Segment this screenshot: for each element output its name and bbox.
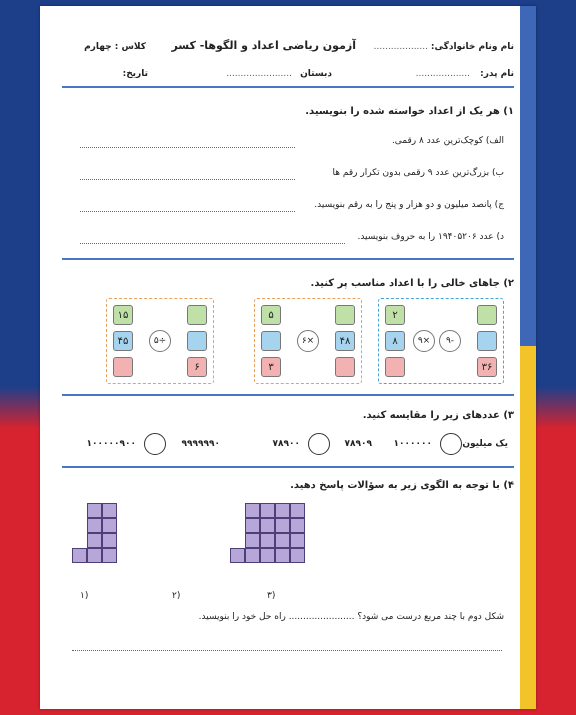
figure-label-2: (۲ — [172, 591, 181, 601]
operator-circle: -۹ — [439, 330, 461, 352]
pattern-box-3 — [106, 298, 214, 384]
grid-square — [260, 533, 275, 548]
grid-square — [87, 548, 102, 563]
compare-circle[interactable] — [144, 433, 166, 455]
number-square: ۴۸ — [335, 331, 355, 351]
answer-line[interactable] — [72, 650, 502, 651]
name-dots: ................... — [373, 42, 428, 52]
q1-item-d: د) عدد ۱۹۴۰۵۲۰۶ را به حروف بنویسید. — [357, 232, 504, 242]
number-square: ۳ — [261, 357, 281, 377]
q2-title: ۲) جاهای خالی را با اعداد مناسب پر کنید. — [310, 278, 514, 289]
grid-square — [290, 518, 305, 533]
blank-square[interactable] — [187, 305, 207, 325]
pattern-box-1 — [378, 298, 504, 384]
blank-square[interactable] — [385, 357, 405, 377]
grid-square — [102, 518, 117, 533]
grid-square — [102, 503, 117, 518]
grid-square — [102, 533, 117, 548]
grid-square — [245, 533, 260, 548]
grid-square — [260, 503, 275, 518]
compare-circle[interactable] — [308, 433, 330, 455]
compare-left-3: ۱۰۰۰۰۰۹۰۰ — [86, 439, 136, 449]
pattern-figure-3 — [230, 503, 310, 575]
number-square: ۵ — [261, 305, 281, 325]
grid-square — [275, 548, 290, 563]
blank-square[interactable] — [113, 357, 133, 377]
figure-label-1: (۱ — [80, 591, 89, 601]
blank-square[interactable] — [477, 305, 497, 325]
grid-square — [260, 518, 275, 533]
school-dots: ....................... — [226, 69, 292, 79]
grid-square — [275, 533, 290, 548]
compare-left-1: ۱۰۰۰۰۰۰ — [393, 439, 432, 449]
compare-left-2: ۷۸۹۰۰ — [272, 439, 300, 449]
blank-square[interactable] — [261, 331, 281, 351]
blank-square[interactable] — [187, 331, 207, 351]
number-square: ۸ — [385, 331, 405, 351]
divider — [62, 394, 514, 396]
worksheet-page — [40, 6, 536, 709]
school-label: دبستان — [300, 69, 332, 79]
divider — [62, 466, 514, 468]
grid-square — [275, 503, 290, 518]
grid-square — [102, 548, 117, 563]
pattern-figure-1 — [72, 503, 120, 575]
number-square: ۲ — [385, 305, 405, 325]
figure-label-3: (۳ — [267, 591, 276, 601]
grid-square — [245, 548, 260, 563]
q1-item-c: ج) پانصد میلیون و دو هزار و پنج را به رقم بنویسید. — [314, 200, 504, 210]
q3-title: ۳) عددهای زیر را مقایسه کنید. — [362, 410, 514, 421]
number-square: ۶ — [187, 357, 207, 377]
father-name-label: نام پدر: — [480, 69, 514, 79]
answer-line[interactable] — [80, 243, 345, 244]
pattern-box-2 — [254, 298, 362, 384]
divider — [62, 86, 514, 88]
worksheet-content — [62, 6, 514, 706]
grid-square — [290, 548, 305, 563]
blank-square[interactable] — [335, 305, 355, 325]
page-title: آزمون ریاضی اعداد و الگوها- کسر — [171, 39, 356, 52]
answer-line[interactable] — [80, 211, 295, 212]
operator-circle: ÷۵ — [149, 330, 171, 352]
yellow-side-stripe — [520, 346, 536, 709]
compare-circle[interactable] — [440, 433, 462, 455]
compare-right-1: یک میلیون — [462, 439, 508, 449]
grid-square — [275, 518, 290, 533]
grid-square — [245, 503, 260, 518]
divider — [62, 258, 514, 260]
operator-circle: ×۹ — [413, 330, 435, 352]
operator-circle: ×۶ — [297, 330, 319, 352]
name-label: نام ونام خانوادگی: — [430, 42, 514, 52]
q4-title: ۴) با توجه به الگوی زیر به سؤالات پاسخ دهید. — [290, 480, 514, 491]
q1-item-b: ب) بزرگ‌ترین عدد ۹ رقمی بدون تکرار رقم ها — [332, 168, 504, 178]
blue-side-stripe — [520, 6, 536, 346]
date-label: تاریخ: — [122, 69, 148, 79]
compare-right-2: ۷۸۹۰۹ — [344, 439, 372, 449]
number-square: ۱۵ — [113, 305, 133, 325]
q4-question: شکل دوم با چند مربع درست می شود؟ ....................... راه حل خود را بنویسید. — [198, 612, 504, 622]
grid-square — [290, 533, 305, 548]
compare-right-3: ۹۹۹۹۹۹۰ — [181, 439, 220, 449]
answer-line[interactable] — [80, 179, 295, 180]
grid-square — [290, 503, 305, 518]
grid-square — [87, 503, 102, 518]
class-label: کلاس : چهارم — [84, 42, 146, 52]
answer-line[interactable] — [80, 147, 295, 148]
number-square: ۳۶ — [477, 357, 497, 377]
q1-title: ۱) هر یک از اعداد خواسته شده را بنویسید. — [305, 106, 514, 117]
grid-square — [230, 548, 245, 563]
number-square: ۴۵ — [113, 331, 133, 351]
grid-square — [72, 548, 87, 563]
grid-square — [87, 518, 102, 533]
grid-square — [260, 548, 275, 563]
father-name-dots: ................... — [415, 69, 470, 79]
q1-item-a: الف) کوچک‌ترین عدد ۸ رقمی. — [391, 136, 504, 146]
blank-square[interactable] — [477, 331, 497, 351]
grid-square — [87, 533, 102, 548]
blank-square[interactable] — [335, 357, 355, 377]
grid-square — [245, 518, 260, 533]
